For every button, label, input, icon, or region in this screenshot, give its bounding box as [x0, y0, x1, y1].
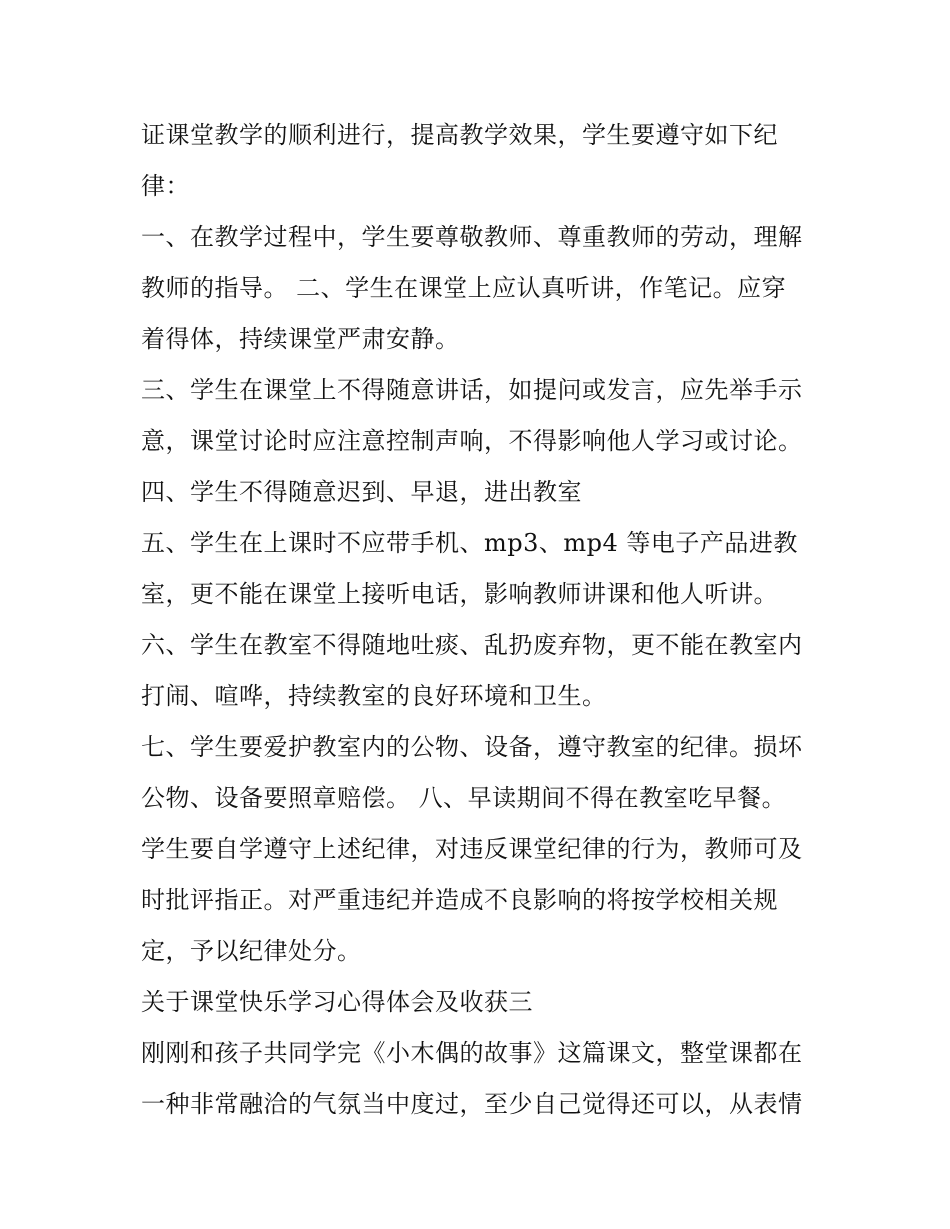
- text-line: 教师的指导。 二、学生在课堂上应认真听讲，作笔记。应穿: [141, 274, 787, 302]
- text-line: 着得体，持续课堂严肃安静。: [141, 325, 460, 353]
- document-body: [141, 110, 821, 1130]
- text-line: 学生要自学遵守上述纪律，对违反课堂纪律的行为，教师可及: [141, 835, 803, 863]
- text-line: 律：: [141, 172, 190, 200]
- text-line: 一、在教学过程中，学生要尊敬教师、尊重教师的劳动，理解: [141, 223, 803, 251]
- text-line: 四、学生不得随意迟到、早退，进出教室: [141, 478, 582, 506]
- section-heading: 关于课堂快乐学习心得体会及收获三: [141, 988, 533, 1016]
- text-line: 证课堂教学的顺利进行，提高教学效果，学生要遵守如下纪: [141, 121, 778, 149]
- text-line: 室，更不能在课堂上接听电话，影响教师讲课和他人听讲。: [141, 580, 778, 608]
- text-line: 五、学生在上课时不应带手机、mp3、mp4 等电子产品进教: [141, 529, 798, 557]
- text-line: 刚刚和孩子共同学完《小木偶的故事》这篇课文，整堂课都在: [141, 1039, 803, 1067]
- text-line: 打闹、喧哗，持续教室的良好环境和卫生。: [141, 682, 607, 710]
- text-line: 七、学生要爱护教室内的公物、设备，遵守教室的纪律。损坏: [141, 733, 803, 761]
- text-line: 意，课堂讨论时应注意控制声响，不得影响他人学习或讨论。: [141, 427, 803, 455]
- text-line: 时批评指正。对严重违纪并造成不良影响的将按学校相关规: [141, 886, 778, 914]
- text-line: 定，予以纪律处分。: [141, 937, 362, 965]
- text-line: 一种非常融洽的气氛当中度过，至少自己觉得还可以，从表情: [141, 1090, 803, 1118]
- text-line: 六、学生在教室不得随地吐痰、乱扔废弃物，更不能在教室内: [141, 631, 803, 659]
- text-line: 三、学生在课堂上不得随意讲话，如提问或发言，应先举手示: [141, 376, 803, 404]
- text-line: 公物、设备要照章赔偿。 八、早读期间不得在教室吃早餐。: [141, 784, 787, 812]
